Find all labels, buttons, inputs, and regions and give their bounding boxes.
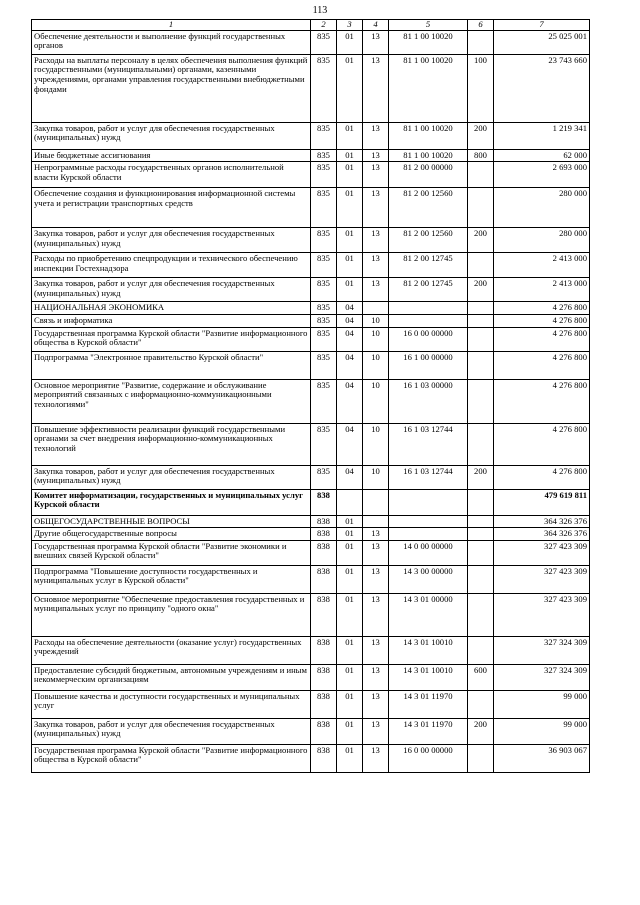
- cell-c4: 13: [363, 690, 389, 718]
- cell-c2: 838: [311, 528, 337, 541]
- table-row: [32, 540, 590, 565]
- cell-c7: 364 326 376: [494, 515, 590, 528]
- cell-c6: 200: [468, 122, 494, 149]
- cell-c7: 4 276 800: [494, 465, 590, 489]
- cell-c1: Государственная программа Курской области "Развитие экономики и внешних связей Курской области": [32, 540, 311, 565]
- cell-c3: 01: [337, 593, 363, 636]
- cell-c6: [468, 302, 494, 315]
- table-row: [32, 149, 590, 162]
- column-header: 6: [468, 20, 494, 31]
- cell-c5: 81 1 00 10020: [389, 122, 468, 149]
- cell-c3: 01: [337, 30, 363, 54]
- table-row: [32, 327, 590, 351]
- cell-c1: Государственная программа Курской области "Развитие информационного общества в Курской области": [32, 744, 311, 772]
- cell-c2: 835: [311, 302, 337, 315]
- cell-c7: 36 903 067: [494, 744, 590, 772]
- cell-c6: [468, 540, 494, 565]
- cell-c3: 04: [337, 379, 363, 423]
- cell-c5: 16 1 03 12744: [389, 465, 468, 489]
- cell-c4: 13: [363, 30, 389, 54]
- cell-c7: 4 276 800: [494, 423, 590, 465]
- cell-c3: 04: [337, 314, 363, 327]
- cell-c1: Закупка товаров, работ и услуг для обеспечения государственных (муниципальных) нужд: [32, 718, 311, 744]
- cell-c7: 25 025 001: [494, 30, 590, 54]
- cell-c2: 835: [311, 188, 337, 228]
- cell-c6: 200: [468, 228, 494, 253]
- cell-c7: 4 276 800: [494, 351, 590, 379]
- cell-c7: 2 693 000: [494, 162, 590, 188]
- cell-c6: [468, 489, 494, 515]
- cell-c6: [468, 351, 494, 379]
- table-row: [32, 515, 590, 528]
- cell-c3: 01: [337, 515, 363, 528]
- cell-c2: 835: [311, 122, 337, 149]
- cell-c3: 01: [337, 122, 363, 149]
- cell-c7: 327 423 309: [494, 593, 590, 636]
- cell-c3: 04: [337, 351, 363, 379]
- cell-c3: 01: [337, 253, 363, 278]
- cell-c1: Закупка товаров, работ и услуг для обеспечения государственных (муниципальных) нужд: [32, 228, 311, 253]
- cell-c1: ОБЩЕГОСУДАРСТВЕННЫЕ ВОПРОСЫ: [32, 515, 311, 528]
- cell-c4: 13: [363, 593, 389, 636]
- cell-c7: 4 276 800: [494, 327, 590, 351]
- cell-c3: 01: [337, 228, 363, 253]
- table-row: [32, 423, 590, 465]
- cell-c1: Комитет информатизации, государственных и муниципальных услуг Курской области: [32, 489, 311, 515]
- table-row: [32, 565, 590, 593]
- cell-c3: 01: [337, 188, 363, 228]
- cell-c4: [363, 302, 389, 315]
- cell-c4: 10: [363, 379, 389, 423]
- cell-c5: 14 3 01 00000: [389, 593, 468, 636]
- column-header: 3: [337, 20, 363, 31]
- cell-c3: 01: [337, 664, 363, 690]
- table-row: [32, 162, 590, 188]
- cell-c5: 81 2 00 12560: [389, 188, 468, 228]
- column-header: 7: [494, 20, 590, 31]
- page-number: 113: [312, 5, 328, 16]
- cell-c6: [468, 690, 494, 718]
- cell-c5: 14 3 00 00000: [389, 565, 468, 593]
- cell-c5: [389, 314, 468, 327]
- cell-c6: [468, 188, 494, 228]
- cell-c1: Основное мероприятие "Обеспечение предоставления государственных и муниципальных услуг по принципу "одного окна": [32, 593, 311, 636]
- cell-c3: 04: [337, 465, 363, 489]
- cell-c1: Закупка товаров, работ и услуг для обеспечения государственных (муниципальных) нужд: [32, 122, 311, 149]
- cell-c4: 13: [363, 718, 389, 744]
- cell-c6: [468, 528, 494, 541]
- cell-c5: 81 2 00 12745: [389, 253, 468, 278]
- cell-c5: 14 3 01 10010: [389, 636, 468, 664]
- table-row: [32, 302, 590, 315]
- table-row: [32, 314, 590, 327]
- cell-c4: 13: [363, 528, 389, 541]
- cell-c1: Подпрограмма "Повышение доступности государственных и муниципальных услуг в Курской области": [32, 565, 311, 593]
- cell-c4: 13: [363, 540, 389, 565]
- cell-c5: 16 1 00 00000: [389, 351, 468, 379]
- cell-c4: 13: [363, 664, 389, 690]
- cell-c2: 835: [311, 54, 337, 122]
- cell-c3: 04: [337, 327, 363, 351]
- budget-table: [31, 19, 590, 773]
- cell-c1: НАЦИОНАЛЬНАЯ ЭКОНОМИКА: [32, 302, 311, 315]
- cell-c2: 835: [311, 423, 337, 465]
- cell-c7: 280 000: [494, 188, 590, 228]
- cell-c5: 16 1 03 00000: [389, 379, 468, 423]
- cell-c2: 838: [311, 593, 337, 636]
- cell-c5: 81 2 00 12560: [389, 228, 468, 253]
- cell-c1: Иные бюджетные ассигнования: [32, 149, 311, 162]
- cell-c6: 600: [468, 664, 494, 690]
- cell-c7: 327 423 309: [494, 540, 590, 565]
- cell-c6: [468, 162, 494, 188]
- cell-c3: 01: [337, 278, 363, 302]
- cell-c4: 10: [363, 314, 389, 327]
- cell-c7: 327 423 309: [494, 565, 590, 593]
- cell-c3: 01: [337, 540, 363, 565]
- cell-c1: Расходы по приобретению спецпродукции и технического обеспечению инспекции Гостехнадзора: [32, 253, 311, 278]
- cell-c6: 100: [468, 54, 494, 122]
- cell-c7: 99 000: [494, 690, 590, 718]
- column-header: 1: [32, 20, 311, 31]
- cell-c3: [337, 489, 363, 515]
- cell-c3: 01: [337, 54, 363, 122]
- table-row: [32, 188, 590, 228]
- cell-c4: 13: [363, 188, 389, 228]
- cell-c6: 200: [468, 718, 494, 744]
- cell-c5: 14 0 00 00000: [389, 540, 468, 565]
- cell-c2: 835: [311, 351, 337, 379]
- cell-c1: Другие общегосударственные вопросы: [32, 528, 311, 541]
- cell-c1: Закупка товаров, работ и услуг для обеспечения государственных (муниципальных) нужд: [32, 278, 311, 302]
- cell-c2: 838: [311, 664, 337, 690]
- cell-c5: 81 1 00 10020: [389, 149, 468, 162]
- cell-c1: Подпрограмма "Электронное правительство Курской области": [32, 351, 311, 379]
- cell-c4: 13: [363, 162, 389, 188]
- table-row: [32, 489, 590, 515]
- cell-c2: 838: [311, 744, 337, 772]
- cell-c5: 14 3 01 10010: [389, 664, 468, 690]
- cell-c5: 14 3 01 11970: [389, 690, 468, 718]
- table-row: [32, 54, 590, 122]
- cell-c2: 835: [311, 314, 337, 327]
- cell-c7: 327 324 309: [494, 664, 590, 690]
- cell-c7: 2 413 000: [494, 278, 590, 302]
- cell-c2: 835: [311, 465, 337, 489]
- table-row: [32, 528, 590, 541]
- cell-c6: [468, 423, 494, 465]
- table-row: [32, 744, 590, 772]
- cell-c6: [468, 379, 494, 423]
- cell-c3: 01: [337, 690, 363, 718]
- cell-c7: 62 000: [494, 149, 590, 162]
- cell-c1: Расходы на выплаты персоналу в целях обеспечения выполнения функций государственными (муниципальными) органами, казенными учреждениями, органами управления государственными внебюджетными фондами: [32, 54, 311, 122]
- cell-c7: 4 276 800: [494, 302, 590, 315]
- cell-c6: [468, 593, 494, 636]
- cell-c7: 1 219 341: [494, 122, 590, 149]
- cell-c3: 01: [337, 565, 363, 593]
- cell-c2: 838: [311, 690, 337, 718]
- cell-c5: 81 2 00 12745: [389, 278, 468, 302]
- column-header: 4: [363, 20, 389, 31]
- cell-c5: 16 0 00 00000: [389, 744, 468, 772]
- cell-c6: 200: [468, 278, 494, 302]
- table-row: [32, 690, 590, 718]
- cell-c2: 835: [311, 228, 337, 253]
- table-row: [32, 664, 590, 690]
- cell-c7: 4 276 800: [494, 314, 590, 327]
- column-header: 2: [311, 20, 337, 31]
- cell-c5: 16 0 00 00000: [389, 327, 468, 351]
- cell-c4: 13: [363, 54, 389, 122]
- cell-c7: 23 743 660: [494, 54, 590, 122]
- cell-c2: 835: [311, 149, 337, 162]
- cell-c1: Государственная программа Курской области "Развитие информационного общества в Курской области": [32, 327, 311, 351]
- cell-c4: 13: [363, 228, 389, 253]
- cell-c7: 280 000: [494, 228, 590, 253]
- cell-c3: 01: [337, 636, 363, 664]
- table-header-row: [32, 20, 590, 31]
- cell-c4: 10: [363, 465, 389, 489]
- cell-c2: 838: [311, 489, 337, 515]
- cell-c1: Повышение качества и доступности государственных и муниципальных услуг: [32, 690, 311, 718]
- cell-c5: 81 2 00 00000: [389, 162, 468, 188]
- cell-c3: 01: [337, 744, 363, 772]
- table-row: [32, 122, 590, 149]
- cell-c1: Основное мероприятие "Развитие, содержание и обслуживание мероприятий связанных с информационно-коммуникационными технологиями": [32, 379, 311, 423]
- cell-c4: 10: [363, 423, 389, 465]
- table-row: [32, 718, 590, 744]
- cell-c4: 10: [363, 327, 389, 351]
- table-row: [32, 253, 590, 278]
- cell-c5: 16 1 03 12744: [389, 423, 468, 465]
- cell-c1: Закупка товаров, работ и услуг для обеспечения государственных (муниципальных) нужд: [32, 465, 311, 489]
- cell-c1: Расходы на обеспечение деятельности (оказание услуг) государственных учреждений: [32, 636, 311, 664]
- cell-c6: [468, 565, 494, 593]
- cell-c3: 01: [337, 718, 363, 744]
- cell-c6: 200: [468, 465, 494, 489]
- cell-c2: 838: [311, 540, 337, 565]
- cell-c6: [468, 636, 494, 664]
- cell-c2: 838: [311, 565, 337, 593]
- cell-c7: 99 000: [494, 718, 590, 744]
- cell-c5: [389, 489, 468, 515]
- cell-c7: 4 276 800: [494, 379, 590, 423]
- cell-c2: 838: [311, 718, 337, 744]
- cell-c7: 327 324 309: [494, 636, 590, 664]
- cell-c4: 13: [363, 253, 389, 278]
- cell-c6: [468, 744, 494, 772]
- cell-c4: 10: [363, 351, 389, 379]
- cell-c1: Непрограммные расходы государственных органов исполнительной власти Курской области: [32, 162, 311, 188]
- cell-c2: 835: [311, 379, 337, 423]
- table-row: [32, 379, 590, 423]
- cell-c1: Повышение эффективности реализации функций государственными органами за счет внедрения информационно-коммуникационных технологий: [32, 423, 311, 465]
- cell-c1: Предоставление субсидий бюджетным, автономным учреждениям и иным некоммерческим организациям: [32, 664, 311, 690]
- cell-c1: Обеспечение создания и функционирования информационной системы учета и регистрации транспортных средств: [32, 188, 311, 228]
- cell-c1: Обеспечение деятельности и выполнение функций государственных органов: [32, 30, 311, 54]
- cell-c2: 835: [311, 278, 337, 302]
- cell-c4: 13: [363, 122, 389, 149]
- cell-c7: 2 413 000: [494, 253, 590, 278]
- cell-c3: 01: [337, 162, 363, 188]
- cell-c4: [363, 489, 389, 515]
- cell-c4: 13: [363, 744, 389, 772]
- table-row: [32, 228, 590, 253]
- table-row: [32, 278, 590, 302]
- cell-c3: 04: [337, 302, 363, 315]
- cell-c4: 13: [363, 278, 389, 302]
- cell-c6: [468, 314, 494, 327]
- cell-c2: 835: [311, 253, 337, 278]
- cell-c5: [389, 302, 468, 315]
- cell-c2: 835: [311, 30, 337, 54]
- cell-c3: 01: [337, 149, 363, 162]
- table-row: [32, 30, 590, 54]
- cell-c6: [468, 327, 494, 351]
- cell-c2: 838: [311, 515, 337, 528]
- cell-c5: 81 1 00 10020: [389, 54, 468, 122]
- cell-c3: 01: [337, 528, 363, 541]
- cell-c6: [468, 515, 494, 528]
- cell-c2: 838: [311, 636, 337, 664]
- cell-c2: 835: [311, 327, 337, 351]
- column-header: 5: [389, 20, 468, 31]
- cell-c6: [468, 253, 494, 278]
- cell-c6: [468, 30, 494, 54]
- table-row: [32, 593, 590, 636]
- cell-c3: 04: [337, 423, 363, 465]
- cell-c4: 13: [363, 636, 389, 664]
- cell-c2: 835: [311, 162, 337, 188]
- cell-c5: [389, 528, 468, 541]
- cell-c4: 13: [363, 149, 389, 162]
- cell-c4: 13: [363, 565, 389, 593]
- cell-c5: 81 1 00 10020: [389, 30, 468, 54]
- table-row: [32, 636, 590, 664]
- table-row: [32, 465, 590, 489]
- cell-c6: 800: [468, 149, 494, 162]
- table-row: [32, 351, 590, 379]
- cell-c5: [389, 515, 468, 528]
- cell-c5: 14 3 01 11970: [389, 718, 468, 744]
- cell-c1: Связь и информатика: [32, 314, 311, 327]
- cell-c4: [363, 515, 389, 528]
- cell-c7: 364 326 376: [494, 528, 590, 541]
- cell-c7: 479 619 811: [494, 489, 590, 515]
